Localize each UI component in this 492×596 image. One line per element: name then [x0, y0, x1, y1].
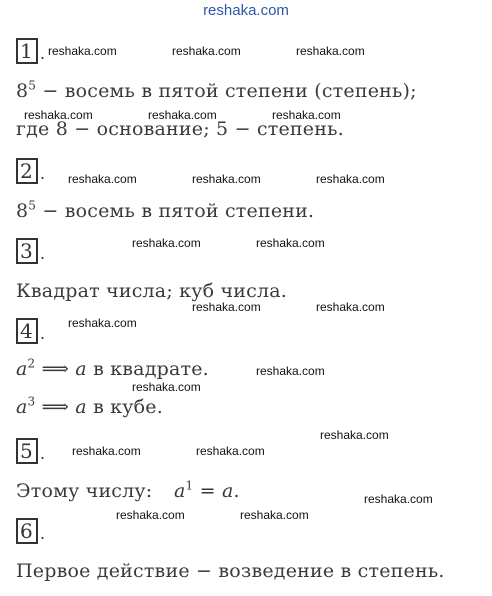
- number-dot: .: [40, 524, 46, 543]
- watermark: reshaka.com: [132, 380, 201, 394]
- task-1-line-1: $8^5$ − восемь в пятой степени (степень);: [16, 78, 417, 102]
- site-header[interactable]: reshaka.com: [203, 2, 289, 19]
- task-5-line-1: Этому числу:: [16, 480, 153, 502]
- number-dot: .: [40, 44, 46, 63]
- task-number-3: 3: [16, 238, 38, 264]
- watermark: reshaka.com: [256, 236, 325, 250]
- number-dot: .: [40, 164, 46, 183]
- task-6-line-1: Первое действие − возведение в степень.: [16, 560, 445, 582]
- watermark: reshaka.com: [256, 364, 325, 378]
- watermark: reshaka.com: [272, 108, 341, 122]
- task-4-line-2: $a^3$ ⟹ a в кубе.: [16, 394, 163, 418]
- watermark: reshaka.com: [316, 172, 385, 186]
- watermark: reshaka.com: [316, 300, 385, 314]
- task-4-line-1: $a^2$ ⟹ a в квадрате.: [16, 356, 209, 380]
- watermark: reshaka.com: [192, 300, 261, 314]
- watermark: reshaka.com: [172, 44, 241, 58]
- watermark: reshaka.com: [192, 172, 261, 186]
- task-5-formula: $a^1 = a$.: [174, 478, 240, 502]
- watermark: reshaka.com: [116, 508, 185, 522]
- task-3-line-1: Квадрат числа; куб числа.: [16, 280, 288, 302]
- watermark: reshaka.com: [240, 508, 309, 522]
- task-2-line-1: $8^5$ − восемь в пятой степени.: [16, 198, 315, 222]
- number-dot: .: [40, 244, 46, 263]
- number-dot: .: [40, 444, 46, 463]
- task-number-2: 2: [16, 158, 38, 184]
- task-number-5: 5: [16, 438, 38, 464]
- watermark: reshaka.com: [48, 44, 117, 58]
- watermark: reshaka.com: [68, 172, 137, 186]
- number-dot: .: [40, 324, 46, 343]
- watermark: reshaka.com: [320, 428, 389, 442]
- watermark: reshaka.com: [24, 108, 93, 122]
- watermark: reshaka.com: [296, 44, 365, 58]
- task-1-line-2: где 8 − основание; 5 − степень.: [16, 118, 344, 140]
- task-number-1: 1: [16, 38, 38, 64]
- watermark: reshaka.com: [148, 108, 217, 122]
- watermark: reshaka.com: [364, 492, 433, 506]
- watermark: reshaka.com: [68, 316, 137, 330]
- task-number-4: 4: [16, 318, 38, 344]
- watermark: reshaka.com: [72, 444, 141, 458]
- task-number-6: 6: [16, 518, 38, 544]
- watermark: reshaka.com: [196, 444, 265, 458]
- watermark: reshaka.com: [132, 236, 201, 250]
